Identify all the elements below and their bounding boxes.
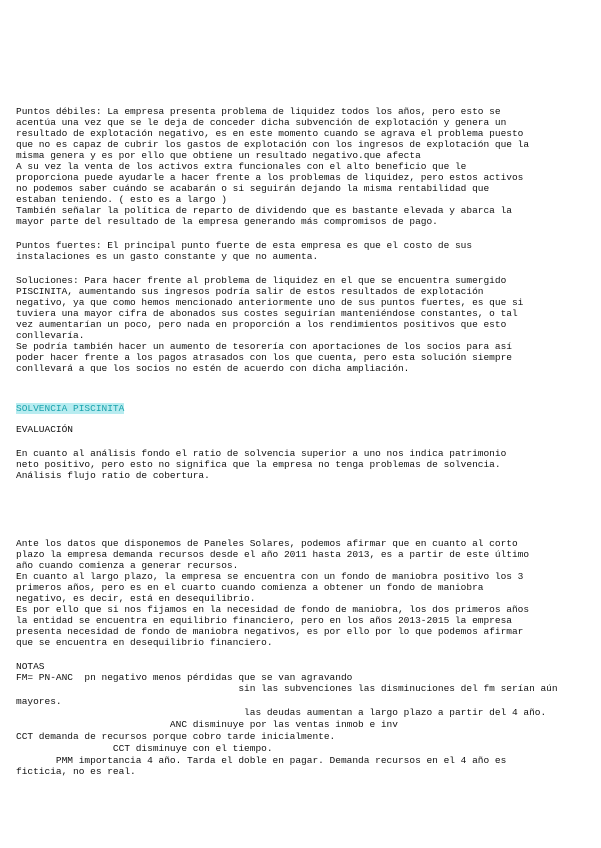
weak-points-line-6: A su vez la venta de los activos extra funcionales con el alto beneficio que le: [16, 161, 467, 172]
solutions-line-3: negativo, ya que como hemos mencionado anteriormente uno de sus puntos fuertes, es que si: [16, 297, 524, 308]
weak-points-line-4: que no es capaz de cubrir los gastos de explotación con los ingresos de explotación que la: [16, 139, 530, 150]
analysis-line-9: presenta necesidad de fondo de maniobra negativos, es por ello por lo que podemos afirmar: [16, 626, 524, 637]
solutions-line-1: Soluciones: Para hacer frente al problema de liquidez en el que se encuentra sumergido: [16, 275, 507, 286]
evaluation-label: EVALUACIÓN: [16, 424, 74, 435]
solutions-line-5: vez aumentarían un poco, pero nada en proporción a los rendimientos positivos que esto: [16, 319, 507, 330]
solutions-line-9: conllevará a que los socios no estén de acuerdo con dicha ampliación.: [16, 363, 410, 374]
analysis-line-2: plazo la empresa demanda recursos desde el año 2011 hasta 2013, es a partir de este último: [16, 549, 530, 560]
notes-line-4: las deudas aumentan a largo plazo a partir del 4 año.: [16, 707, 547, 718]
notes-line-2: sin las subvenciones las disminuciones del fm serían aún: [16, 683, 558, 694]
analysis-line-7: Es por ello que si nos fijamos en la necesidad de fondo de maniobra, los dos primeros años: [16, 604, 530, 615]
weak-points-line-9: estaban teniendo. ( esto es a largo ): [16, 194, 227, 205]
analysis-line-6: negativo, es decir, está en desequilibrio.: [16, 593, 256, 604]
weak-points-line-1: Puntos débiles: La empresa presenta problema de liquidez todos los años, pero esto se: [16, 106, 501, 117]
notes-line-1: FM= PN-ANC pn negativo menos pérdidas que se van agravando: [16, 672, 353, 683]
analysis-line-3: año cuando comienza a generar recursos.: [16, 560, 239, 571]
section-heading: [16, 403, 124, 414]
highlighted-heading: SOLVENCIA PISCINITA: [16, 403, 125, 414]
evaluation-line-2: neto positivo, pero esto no significa que la empresa no tenga problemas de solvencia.: [16, 459, 501, 470]
analysis-line-5: primeros años, pero es en el cuarto cuando comienza a obtener un fondo de maniobra: [16, 582, 484, 593]
notes-heading: NOTAS: [16, 661, 45, 672]
solutions-line-6: conllevaría.: [16, 330, 85, 341]
analysis-line-4: En cuanto al largo plazo, la empresa se encuentra con un fondo de maniobra positivo los 3: [16, 571, 524, 582]
weak-points-line-2: acentúa una vez que se le deja de conceder dicha subvención de explotación y genera un: [16, 117, 507, 128]
solutions-line-7: Se podría también hacer un aumento de tesorería con aportaciones de los socios para así: [16, 341, 512, 352]
weak-points-line-11: mayor parte del resultado de la empresa generando más compromisos de pago.: [16, 216, 438, 227]
weak-points-line-8: no podemos saber cuándo se acabarán o si seguirán dejando la misma rentabilidad que: [16, 183, 490, 194]
solutions-line-4: tuviera una mayor cifra de abonados sus costes seguirían manteniéndose constantes, o tal: [16, 308, 518, 319]
strong-points-line-2: instalaciones es un gasto constante y que no aumenta.: [16, 251, 319, 262]
solutions-line-2: PISCINITA, aumentando sus ingresos podría salir de estos resultados de explotación: [16, 286, 484, 297]
notes-line-9: ficticia, no es real.: [16, 766, 136, 777]
notes-line-3: mayores.: [16, 696, 62, 707]
analysis-line-1: Ante los datos que disponemos de Paneles Solares, podemos afirmar que en cuanto al corto: [16, 538, 518, 549]
evaluation-line-1: En cuanto al análisis fondo el ratio de solvencia superior a uno nos indica patrimonio: [16, 448, 507, 459]
weak-points-line-10: También señalar la política de reparto de dividendo que es bastante elevada y abarca la: [16, 205, 512, 216]
evaluation-line-3: Análisis flujo ratio de cobertura.: [16, 470, 210, 481]
weak-points-line-7: proporciona puede ayudarle a hacer frente a los problemas de liquidez, pero estos activos: [16, 172, 524, 183]
solutions-line-8: poder hacer frente a los pagos atrasados con los que cuenta, pero esta solución siempre: [16, 352, 512, 363]
notes-line-5: ANC disminuye por las ventas inmob e inv: [16, 719, 398, 730]
analysis-line-8: la entidad se encuentra en equilibrio financiero, pero en los años 2013-2015 la empresa: [16, 615, 512, 626]
weak-points-line-3: resultado de explotación negativo, es en este momento cuando se agrava el problema puesto: [16, 128, 524, 139]
notes-line-6: CCT demanda de recursos porque cobro tarde inicialmente.: [16, 731, 336, 742]
strong-points-line-1: Puntos fuertes: El principal punto fuerte de esta empresa es que el costo de sus: [16, 240, 473, 251]
notes-line-8: PMM importancia 4 año. Tarda el doble en pagar. Demanda recursos en el 4 año es: [16, 755, 507, 766]
notes-line-7: CCT disminuye con el tiempo.: [16, 743, 273, 754]
analysis-line-10: que se encuentra en desequilibrio financiero.: [16, 637, 273, 648]
weak-points-line-5: misma genera y es por ello que obtiene un resultado negativo.que afecta: [16, 150, 421, 161]
